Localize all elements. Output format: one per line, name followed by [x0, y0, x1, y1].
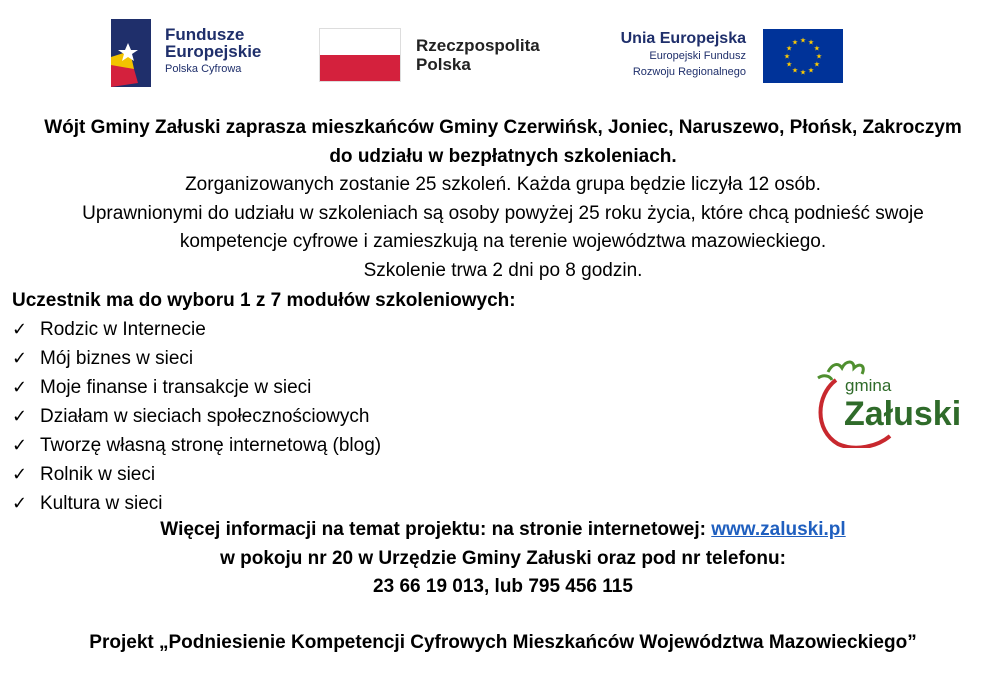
info-prefix: Więcej informacji na temat projektu: na stronie internetowej: — [160, 519, 712, 540]
polish-flag-icon — [319, 28, 401, 82]
check-icon: ✓ — [12, 348, 28, 368]
info-line3: 23 66 19 013, lub 795 456 115 — [373, 576, 633, 597]
ue-sub-line1: Europejski Fundusz — [649, 50, 746, 62]
module-item — [12, 402, 381, 431]
eu-star-icon: ★ — [815, 53, 823, 61]
module-item — [12, 373, 381, 402]
module-item — [12, 431, 381, 460]
info-line1 — [0, 516, 1006, 545]
intro-line2: do udziału w bezpłatnych szkoleniach. — [329, 145, 677, 167]
website-link[interactable]: www.zaluski.pl — [711, 519, 846, 540]
eu-star-icon: ★ — [813, 45, 820, 53]
eu-star-icon: ★ — [783, 53, 791, 61]
ue-title: Unia Europejska — [620, 30, 746, 47]
fe-title-line2: Europejskie — [165, 42, 262, 61]
intro-line5: kompetencje cyfrowe i zamieszkują na terenie województwa mazowieckiego. — [179, 231, 827, 252]
module-item — [12, 489, 381, 518]
check-icon: ✓ — [12, 377, 28, 397]
check-icon: ✓ — [12, 464, 28, 484]
contact-info — [0, 516, 1006, 602]
intro-line1: Wójt Gminy Załuski zaprasza mieszkańców Gminy Czerwińsk, Joniec, Naruszewo, Płońsk, Zakroczym — [44, 117, 962, 138]
fe-title-line1: Fundusze — [165, 25, 245, 44]
eu-star-icon: ★ — [807, 39, 815, 47]
unia-europejska-text — [598, 30, 746, 80]
module-label: Rolnik w sieci — [40, 464, 156, 485]
gmina-big-text: Załuski — [844, 395, 962, 433]
eu-star-icon: ★ — [813, 61, 820, 69]
check-icon: ✓ — [12, 319, 28, 339]
modules-heading: Uczestnik ma do wyboru 1 z 7 modułów szkoleniowych: — [12, 290, 516, 311]
eu-star-icon: ★ — [791, 67, 799, 75]
eu-star-icon: ★ — [786, 45, 793, 53]
intro-line4: Uprawnionymi do udziału w szkoleniach są osoby powyżej 25 roku życia, które chcą podnieść swoje — [82, 202, 924, 224]
fe-subtitle: Polska Cyfrowa — [165, 63, 242, 75]
eu-flag-icon — [763, 29, 843, 83]
ue-sub-line2: Rozwoju Regionalnego — [632, 65, 746, 78]
eu-star-icon: ★ — [807, 67, 815, 75]
module-label: Działam w sieciach społecznościowych — [40, 406, 370, 427]
info-line2: w pokoju nr 20 w Urzędzie Gminy Załuski oraz pod nr telefonu: — [220, 547, 786, 569]
project-title: Projekt „Podniesienie Kompetencji Cyfrowych Mieszkańców Województwa Mazowieckiego” — [89, 632, 917, 653]
module-item — [12, 315, 381, 344]
eu-star-icon: ★ — [791, 39, 799, 47]
rzeczpospolita-polska-text — [416, 37, 540, 74]
check-icon: ✓ — [12, 493, 28, 513]
check-icon: ✓ — [12, 435, 28, 455]
intro-line3: Zorganizowanych zostanie 25 szkoleń. Każda grupa będzie liczyła 12 osób. — [185, 174, 821, 195]
module-label: Mój biznes w sieci — [40, 348, 194, 369]
eu-star-icon: ★ — [799, 69, 807, 77]
intro-text — [0, 114, 1006, 285]
module-label: Rodzic w Internecie — [40, 319, 206, 340]
gmina-small-text: gmina — [845, 376, 892, 395]
rp-line2: Polska — [416, 54, 471, 74]
module-item — [12, 344, 381, 373]
module-label: Kultura w sieci — [40, 493, 163, 514]
module-label: Tworzę własną stronę internetową (blog) — [40, 435, 382, 456]
logo-bar — [0, 0, 1006, 100]
module-item — [12, 460, 381, 489]
eu-star-icon: ★ — [786, 61, 793, 69]
intro-line6: Szkolenie trwa 2 dni po 8 godzin. — [363, 259, 643, 281]
rp-line1: Rzeczpospolita — [416, 36, 540, 55]
eu-star-icon: ★ — [799, 37, 807, 45]
fundusze-europejskie-text — [165, 26, 261, 75]
check-icon: ✓ — [12, 406, 28, 426]
modules-list — [12, 315, 381, 518]
module-label: Moje finanse i transakcje w sieci — [40, 377, 312, 398]
